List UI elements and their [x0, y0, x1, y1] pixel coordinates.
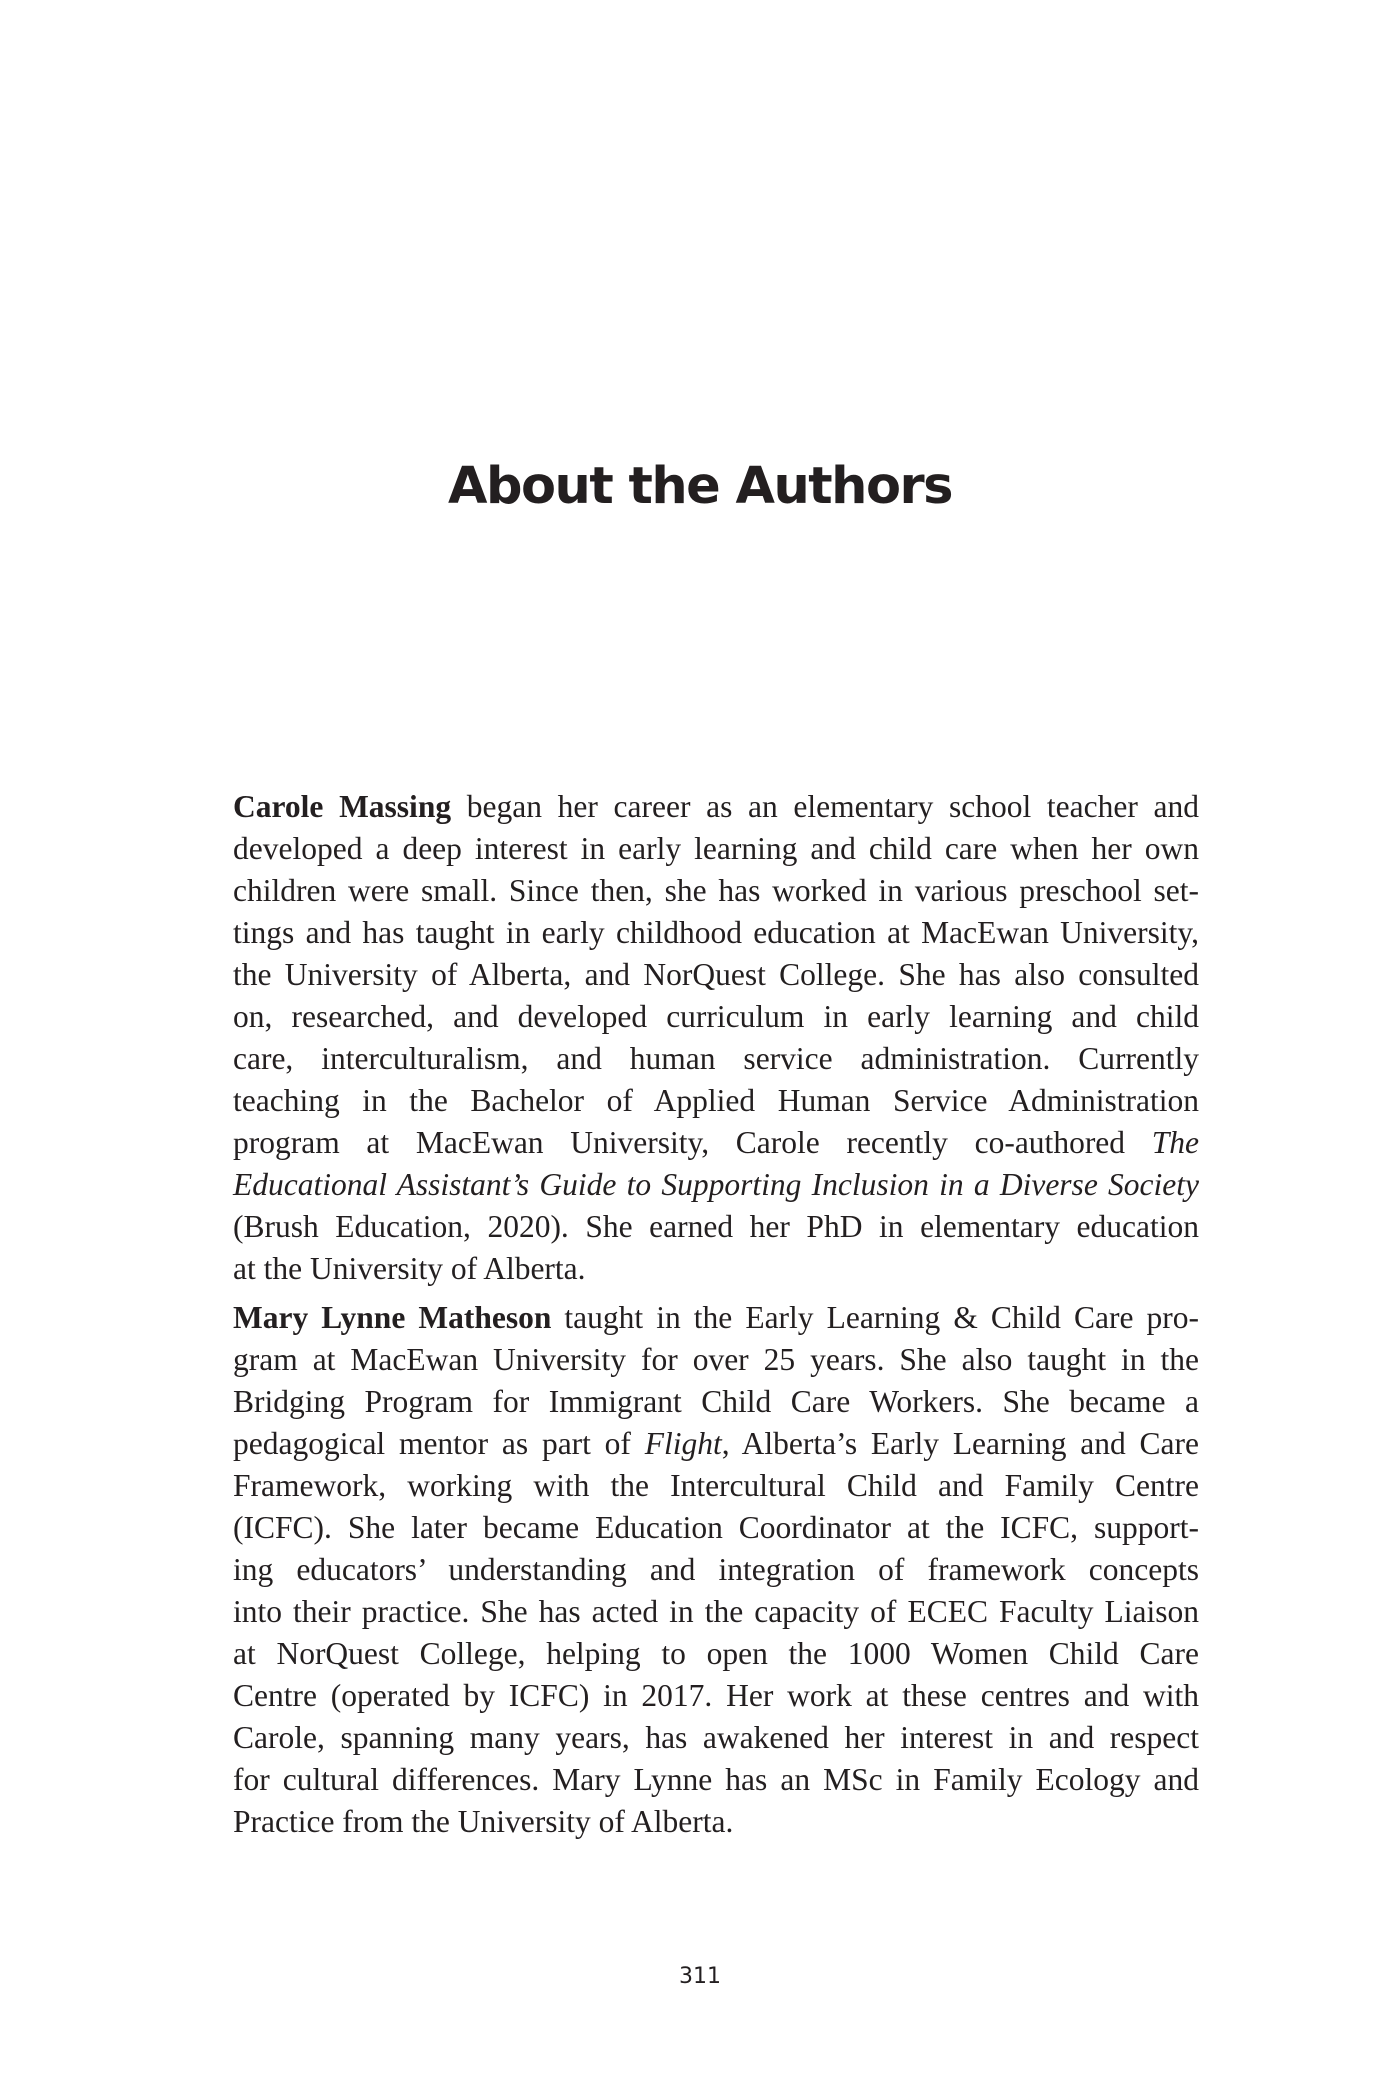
bio-line: the University of Alberta, and NorQuest College. She has also consulted — [233, 957, 1199, 992]
author-name: Mary Lynne Matheson — [233, 1300, 552, 1335]
bio-line: at NorQuest College, helping to open the 1000 Women Child Care — [233, 1636, 1199, 1671]
bio-line: Bridging Program for Immigrant Child Care Workers. She became a — [233, 1384, 1199, 1419]
page-title: About the Authors — [448, 457, 952, 516]
bio-line: care, interculturalism, and human service administration. Currently — [233, 1041, 1199, 1076]
bio-line: Centre (operated by ICFC) in 2017. Her work at these centres and with — [233, 1678, 1199, 1713]
bio-line: for cultural differences. Mary Lynne has an MSc in Family Ecology and — [233, 1762, 1199, 1797]
bio-line: (Brush Education, 2020). She earned her PhD in elementary education — [233, 1209, 1199, 1244]
bio-line: gram at MacEwan University for over 25 years. She also taught in the — [233, 1342, 1199, 1377]
bio-line: Carole, spanning many years, has awakened her interest in and respect — [233, 1720, 1199, 1755]
author-bio-carole-massing — [233, 786, 1199, 1290]
bio-line: pedagogical mentor as part of Flight, Alberta’s Early Learning and Care — [233, 1426, 1199, 1461]
bio-line: into their practice. She has acted in the capacity of ECEC Faculty Liaison — [233, 1594, 1199, 1629]
bio-line: children were small. Since then, she has worked in various preschool set- — [233, 873, 1199, 908]
bio-line: (ICFC). She later became Education Coordinator at the ICFC, support- — [233, 1510, 1199, 1545]
book-title: The — [1151, 1125, 1199, 1160]
bio-line: at the University of Alberta. — [233, 1251, 586, 1286]
bio-line: Carole Massing began her career as an elementary school teacher and — [233, 789, 1199, 824]
bio-line: on, researched, and developed curriculum in early learning and child — [233, 999, 1199, 1034]
bio-line: program at MacEwan University, Carole recently co-authored The — [233, 1125, 1199, 1160]
author-bio-mary-lynne-matheson — [233, 1297, 1199, 1843]
author-name: Carole Massing — [233, 789, 452, 824]
bio-line: Mary Lynne Matheson taught in the Early Learning & Child Care pro- — [233, 1300, 1199, 1335]
framework-title: Flight — [644, 1426, 722, 1461]
book-title-line: Educational Assistant’s Guide to Supporting Inclusion in a Diverse Society — [233, 1167, 1199, 1202]
bio-line: Practice from the University of Alberta. — [233, 1804, 734, 1839]
bio-line: tings and has taught in early childhood education at MacEwan University, — [233, 915, 1199, 950]
page-number: 311 — [679, 1964, 721, 1989]
bio-line: Framework, working with the Intercultural Child and Family Centre — [233, 1468, 1199, 1503]
bio-line: ing educators’ understanding and integration of framework concepts — [233, 1552, 1199, 1587]
bio-line: developed a deep interest in early learning and child care when her own — [233, 831, 1199, 866]
bio-line: teaching in the Bachelor of Applied Human Service Administration — [233, 1083, 1199, 1118]
